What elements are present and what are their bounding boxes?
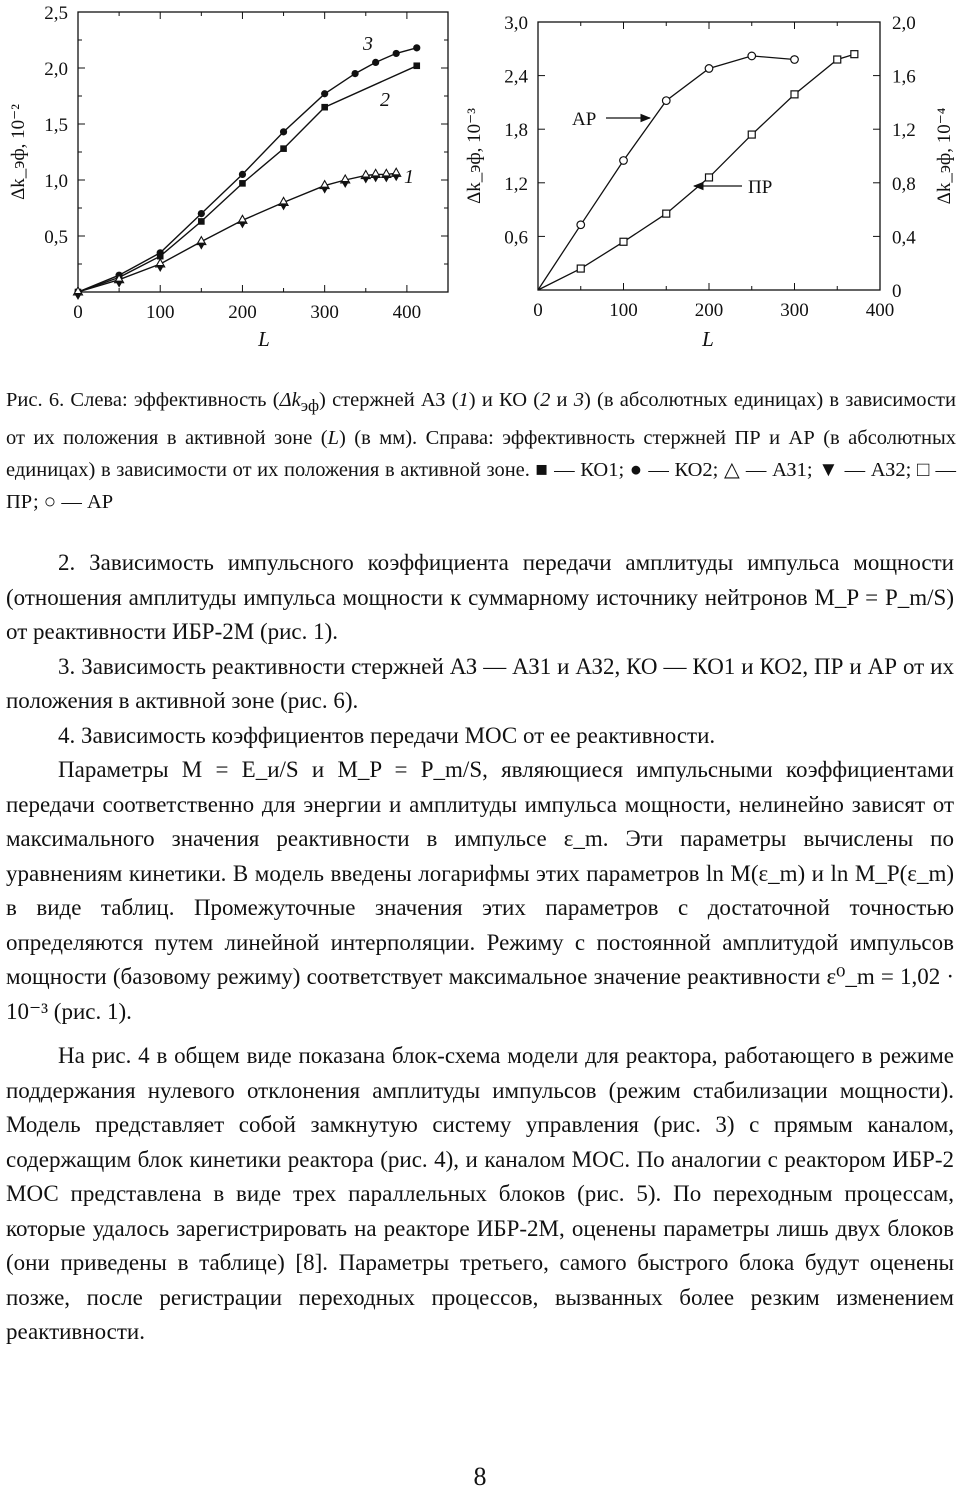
caption-text: и [550, 389, 574, 411]
x-tick-label: 100 [609, 300, 638, 321]
x-tick-label: 200 [228, 302, 257, 323]
x-tick-label: 0 [533, 300, 543, 321]
curve-label: 2 [380, 89, 390, 111]
plot-frame [538, 22, 880, 290]
caption-text: ) стержней АЗ ( [319, 389, 459, 411]
data-point [620, 157, 628, 165]
caption-text: — КО2; [642, 459, 725, 482]
paragraph: 3. Зависимость реактивности стержней АЗ — АЗ1 и АЗ2, КО — КО1 и КО2, ПР и АР от их положения в активной зоне (рис. 6). [6, 653, 954, 713]
filled-square-icon: ■ [535, 459, 549, 482]
data-point [321, 90, 328, 97]
data-point [851, 51, 858, 58]
series-line [538, 56, 795, 290]
caption-curve-ref: 1 [458, 389, 469, 411]
data-point [791, 56, 799, 64]
page-number: 8 [473, 1462, 487, 1491]
left-chart [8, 3, 448, 351]
data-point [705, 65, 713, 73]
y-tick-label: 1,6 [892, 66, 916, 88]
data-point [392, 174, 400, 181]
y-tick-label: 0 [892, 281, 902, 302]
paragraph: 2. Зависимость импульсного коэффициента передачи амплитуды импульса мощности (отношения амплитуды импульса мощности к суммарному источнику нейтронов M_P = P_m/S) от реактивности ИБР-2М (рис. 1). [6, 550, 954, 644]
caption-text: — АЗ2; [839, 459, 917, 482]
data-point [239, 180, 246, 187]
filled-triangle-down-icon: ▼ [818, 459, 840, 482]
x-tick-label: 0 [73, 302, 83, 323]
data-point [280, 203, 288, 210]
data-point [239, 171, 246, 178]
x-axis-label: L [258, 327, 270, 351]
data-point [156, 265, 164, 272]
data-point [382, 175, 390, 182]
curve-label: ПР [748, 177, 773, 198]
y-axis-label: Δk_эф, 10⁻⁴ [934, 107, 955, 205]
caption-curve-ref: 2 [540, 389, 551, 411]
body-text [6, 546, 954, 1350]
y-tick-label: 1,8 [504, 120, 528, 142]
open-square-icon: □ [916, 459, 930, 482]
y-tick-label: 2,4 [504, 66, 528, 88]
y-axis-label: Δk_эф, 10⁻³ [464, 108, 485, 204]
y-tick-label: 0,5 [44, 227, 68, 248]
caption-text: ) (в мм). Справа: эффективность стержней ПР и АР (в абсолютных единицах) в зависимости от их положения в активной зоне. [6, 427, 956, 482]
caption-text: Рис. 6. Слева: эффективность ( [6, 389, 280, 411]
y-tick-label: 1,5 [44, 115, 68, 136]
y-tick-label: 1,2 [892, 120, 916, 142]
data-point [748, 131, 755, 138]
data-point [663, 210, 670, 217]
data-point [238, 221, 246, 228]
paragraph: Параметры M = E_и/S и M_P = P_m/S, являющиеся импульсными коэффициентами передачи соответственно для энергии и амплитуды импульса мощности, нелинейно зависят от максимального значения реактивности в импульсе ε_m. Эти параметры вычислены по уравнениям кинетики. В модель введены логарифмы этих параметров ln M(ε_m) и ln M_P(ε_m) в виде таблиц. Промежуточные значения этих параметров с достаточной точностью определяются путем линейной интерполяции. Режиму с постоянной амплитудой импульсов мощности (базовому режиму) соответствует максимальное значение реактивности ε⁰_m = 1,02 · 10⁻³ (рис. 1). [6, 757, 954, 1024]
filled-circle-icon: ● [629, 459, 643, 482]
y-tick-label: 2,0 [44, 59, 68, 80]
open-circle-icon: ○ [43, 491, 57, 514]
y-tick-label: 2,0 [892, 13, 916, 34]
caption-text: — АЗ1; [740, 459, 819, 482]
x-tick-label: 400 [865, 300, 895, 321]
y-tick-label: 0,4 [892, 227, 916, 249]
y-axis-label: Δk_эф, 10⁻² [8, 104, 29, 200]
data-point [198, 218, 205, 225]
plot-frame [78, 12, 448, 292]
data-point [321, 187, 329, 194]
caption-text: — ПР; [6, 459, 956, 514]
data-point [351, 70, 358, 77]
caption-subscript: эф [300, 396, 320, 416]
curve-label: АР [572, 109, 597, 130]
data-point [372, 59, 379, 66]
data-point [115, 281, 123, 288]
figure-caption [6, 384, 956, 518]
data-point [706, 174, 713, 181]
paragraph: На рис. 4 в общем виде показана блок-схема модели для реактора, работающего в режиме поддержания нулевого отклонения амплитуды импульсов (режим стабилизации мощности). Модель представляет собой замкнутую систему управления (рис. 3) с прямым каналом, содержащим блок кинетики реактора (рис. 4), и каналом МОС. По аналогии с реактором ИБР-2 МОС представлена в виде трех параллельных блоков (рис. 5). По переходным процессам, которые удалось зарегистрировать на реакторе ИБР-2М, оценены параметры лишь двух блоков (они приведены в таблице) [8]. Параметры третьего, самого быстрого блока будут оценены позже, после регистрации переходных процессов, вызванных более резким изменением реактивности. [6, 1043, 954, 1344]
y-tick-label: 1,0 [44, 171, 68, 192]
y-tick-label: 3,0 [504, 13, 528, 34]
caption-text: — АР [56, 491, 114, 514]
paragraph: 4. Зависимость коэффициентов передачи МОС от ее реактивности. [58, 722, 716, 748]
curve-label: 3 [363, 33, 373, 55]
caption-delta-k: Δk [279, 389, 301, 411]
data-point [834, 56, 841, 63]
curve-label: 1 [404, 166, 414, 188]
caption-text: ) (в абсолютных единицах) в зависимости от их положения в активной зоне ( [6, 389, 956, 450]
caption-curve-ref: 3 [573, 389, 584, 411]
x-tick-label: 200 [694, 300, 724, 321]
data-point [662, 97, 670, 105]
data-point [620, 238, 627, 245]
data-point [280, 145, 287, 152]
x-axis-label: L [702, 327, 714, 351]
y-tick-label: 1,2 [504, 173, 528, 195]
y-tick-label: 2,5 [44, 3, 68, 24]
x-tick-label: 300 [310, 302, 339, 323]
open-triangle-icon: △ [724, 459, 741, 482]
x-tick-label: 400 [392, 302, 422, 323]
y-tick-label: 0,8 [892, 173, 916, 195]
data-point [393, 50, 400, 57]
caption-text: — КО1; [548, 459, 630, 482]
caption-text: ) и КО ( [468, 389, 541, 411]
data-point [577, 265, 584, 272]
y-tick-label: 0,6 [504, 227, 528, 249]
data-point [341, 181, 349, 188]
data-point [748, 52, 756, 60]
data-point [197, 243, 205, 250]
data-point [413, 44, 420, 51]
data-point [321, 104, 328, 111]
data-point [280, 128, 287, 135]
data-point [577, 221, 585, 229]
data-point [791, 91, 798, 98]
right-chart [464, 13, 955, 351]
data-point [74, 293, 82, 300]
data-point [198, 210, 205, 217]
data-point [362, 177, 370, 184]
series-line [538, 54, 854, 290]
caption-position-symbol: L [327, 427, 339, 450]
data-point [372, 175, 380, 182]
x-tick-label: 100 [145, 302, 175, 323]
figure-6 [0, 0, 960, 370]
data-point [413, 62, 420, 69]
x-tick-label: 300 [780, 300, 809, 321]
